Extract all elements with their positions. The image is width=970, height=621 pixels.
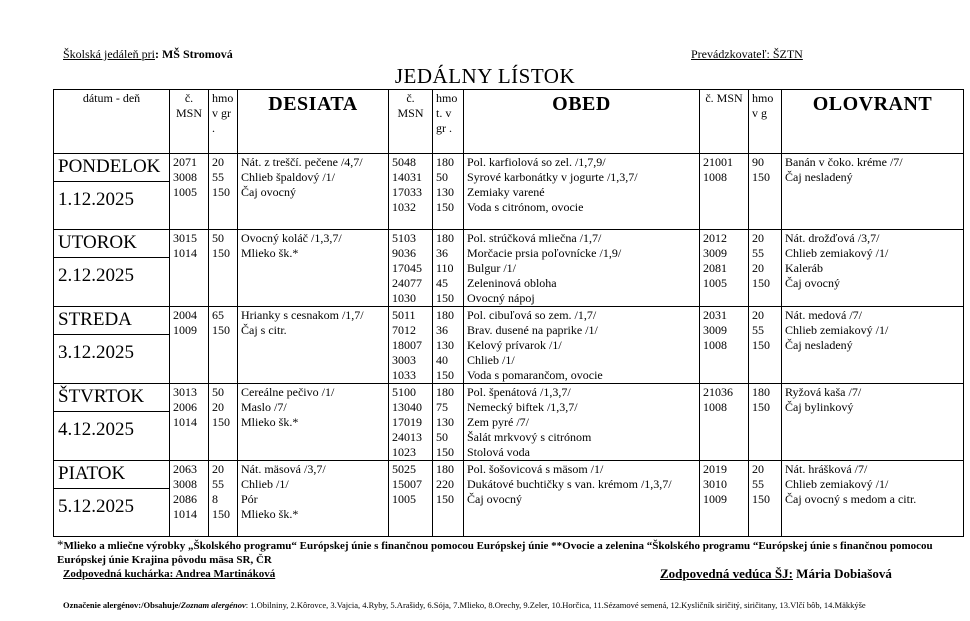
day-date: 2.12.2025 [58, 265, 134, 286]
msn-code: 3008 [173, 477, 197, 491]
weight-value: 180 [436, 385, 454, 399]
msn-code: 3003 [392, 353, 416, 367]
weight-value: 20 [212, 400, 224, 414]
weight-value: 130 [436, 185, 454, 199]
manager-name: Mária Dobiašová [792, 566, 892, 581]
msn-code: 2012 [703, 231, 727, 245]
dish-item: Chlieb špaldový /1/ [241, 170, 335, 184]
dish-item: Čaj ovocný s medom a citr. [785, 492, 917, 506]
weight-value: 150 [752, 170, 770, 184]
day-cell [54, 307, 170, 384]
col-desiata [238, 90, 389, 154]
msn-code: 3008 [173, 170, 197, 184]
weight-value: 180 [436, 308, 454, 322]
menu-table [53, 89, 964, 537]
obed-dish-cell [464, 154, 700, 230]
col-msn: č. MSN [170, 90, 209, 154]
weight-value: 150 [436, 368, 454, 382]
day-cell [54, 384, 170, 461]
msn-code: 1009 [173, 323, 197, 337]
msn-code: 2086 [173, 492, 197, 506]
dish-item: Šalát mrkvový s citrónom [467, 430, 592, 444]
msn-code: 21001 [703, 155, 733, 169]
msn-code: 3009 [703, 246, 727, 260]
dish-item: Pór [241, 492, 258, 506]
obed-msn-cell [389, 384, 433, 461]
olovrant-msn-cell [700, 154, 749, 230]
col-weight: hmo v gr . [209, 90, 238, 154]
dish-item: Čaj nesladený [785, 170, 853, 184]
operator: Prevádzkovateľ: ŠZTN [691, 47, 803, 61]
dish-item: Zeleninová obloha [467, 276, 557, 290]
day-date: 3.12.2025 [58, 342, 134, 363]
dish-item: Čaj bylinkový [785, 400, 854, 414]
weight-value: 65 [212, 308, 224, 322]
dish-item: Nemecký biftek /1,3,7/ [467, 400, 578, 414]
dish-item: Syrové karbonátky v jogurte /1,3,7/ [467, 170, 638, 184]
dish-item: Nát. z treščí. pečene /4,7/ [241, 155, 363, 169]
msn-code: 1009 [703, 492, 727, 506]
dish-item: Nát. hrášková /7/ [785, 462, 868, 476]
olovrant-weight-cell [749, 461, 782, 537]
weight-value: 150 [212, 323, 230, 337]
weight-value: 150 [436, 291, 454, 305]
manager-label: Zodpovedná vedúca ŠJ: [660, 566, 793, 581]
manager [660, 566, 892, 582]
dish-item: Brav. dusené na paprike /1/ [467, 323, 598, 337]
weight-value: 150 [212, 185, 230, 199]
dish-item: Nát. mäsová /3,7/ [241, 462, 326, 476]
dish-item: Chlieb zemiakový /1/ [785, 323, 889, 337]
dish-item: Kaleráb [785, 261, 823, 275]
dish-item: Chlieb zemiakový /1/ [785, 477, 889, 491]
olovrant-dish-cell [782, 154, 964, 230]
dish-item: Pol. karfiolová so zel. /1,7,9/ [467, 155, 606, 169]
col-weight: hmo v g [749, 90, 782, 154]
weight-value: 150 [752, 492, 770, 506]
dish-item: Ovocný nápoj [467, 291, 535, 305]
weight-value: 55 [752, 246, 764, 260]
obed-weight-cell [433, 384, 464, 461]
dish-item: Pol. špenátová /1,3,7/ [467, 385, 571, 399]
msn-code: 1008 [703, 170, 727, 184]
msn-code: 1033 [392, 368, 416, 382]
desiata-weight-cell [209, 461, 238, 537]
weight-value: 150 [436, 200, 454, 214]
dish-item: Dukátové buchtičky s van. krémom /1,3,7/ [467, 477, 672, 491]
weight-value: 55 [212, 477, 224, 491]
obed-msn-cell [389, 307, 433, 384]
dish-item: Mlieko šk.* [241, 415, 299, 429]
weight-value: 180 [436, 155, 454, 169]
dish-item: Hrianky s cesnakom /1,7/ [241, 308, 364, 322]
msn-code: 1005 [392, 492, 416, 506]
col-msn: č. MSN [700, 90, 749, 154]
obed-dish-cell [464, 230, 700, 307]
msn-code: 17033 [392, 185, 422, 199]
olovrant-dish-cell [782, 461, 964, 537]
obed-weight-cell [433, 154, 464, 230]
obed-dish-cell [464, 384, 700, 461]
allergen-legend [63, 599, 943, 611]
dish-item: Bulgur /1/ [467, 261, 517, 275]
day-name: STREDA [54, 307, 169, 335]
day-date: 5.12.2025 [58, 496, 134, 517]
day-cell [54, 154, 170, 230]
msn-code: 1014 [173, 246, 197, 260]
msn-code: 2004 [173, 308, 197, 322]
olovrant-weight-cell [749, 230, 782, 307]
desiata-dish-cell [238, 230, 389, 307]
olovrant-weight-cell [749, 307, 782, 384]
msn-code: 1014 [173, 415, 197, 429]
msn-code: 13040 [392, 400, 422, 414]
olovrant-msn-cell [700, 461, 749, 537]
note-star: * [57, 537, 64, 552]
weight-value: 8 [212, 492, 218, 506]
msn-code: 1030 [392, 291, 416, 305]
weight-value: 20 [212, 155, 224, 169]
allergen-label: Označenie alergénov:/Obsahuje/ [63, 600, 181, 610]
desiata-msn-cell [170, 230, 209, 307]
obed-dish-cell [464, 461, 700, 537]
msn-code: 1023 [392, 445, 416, 459]
msn-code: 1005 [703, 276, 727, 290]
desiata-weight-cell [209, 154, 238, 230]
day-name: PONDELOK [54, 154, 169, 182]
weight-value: 55 [752, 477, 764, 491]
day-date: 1.12.2025 [58, 189, 134, 210]
col-msn: č. MSN [389, 90, 433, 154]
dish-item: Cereálne pečivo /1/ [241, 385, 335, 399]
dish-item: Voda s citrónom, ovocie [467, 200, 584, 214]
msn-code: 3009 [703, 323, 727, 337]
msn-code: 3010 [703, 477, 727, 491]
dish-item: Chlieb /1/ [241, 477, 289, 491]
weight-value: 20 [752, 231, 764, 245]
weight-value: 130 [436, 338, 454, 352]
olovrant-weight-cell [749, 384, 782, 461]
school-header [63, 47, 233, 62]
desiata-dish-cell [238, 384, 389, 461]
obed-msn-cell [389, 461, 433, 537]
dish-item: Zem pyré /7/ [467, 415, 529, 429]
weight-value: 50 [212, 385, 224, 399]
page-title: JEDÁLNY LÍSTOK [394, 64, 576, 88]
weight-value: 90 [752, 155, 764, 169]
msn-code: 2063 [173, 462, 197, 476]
desiata-msn-cell [170, 384, 209, 461]
msn-code: 3013 [173, 385, 197, 399]
msn-code: 5025 [392, 462, 416, 476]
weight-value: 50 [436, 430, 448, 444]
weight-value: 20 [752, 261, 764, 275]
msn-code: 1014 [173, 507, 197, 521]
dish-item: Zemiaky varené [467, 185, 545, 199]
desiata-msn-cell [170, 154, 209, 230]
dish-item: Kelový prívarok /1/ [467, 338, 562, 352]
dish-item: Čaj s citr. [241, 323, 287, 337]
olovrant-msn-cell [700, 384, 749, 461]
msn-code: 7012 [392, 323, 416, 337]
allergen-label-italic: Zoznam alergénov [180, 600, 246, 610]
dish-item: Mlieko šk.* [241, 246, 299, 260]
weight-value: 150 [212, 507, 230, 521]
weight-value: 180 [752, 385, 770, 399]
obed-weight-cell [433, 461, 464, 537]
weight-value: 180 [436, 231, 454, 245]
olovrant-dish-cell [782, 230, 964, 307]
weight-value: 36 [436, 246, 448, 260]
weight-value: 130 [436, 415, 454, 429]
dish-item: Chlieb zemiakový /1/ [785, 246, 889, 260]
dish-item: Ryžová kaša /7/ [785, 385, 862, 399]
day-cell [54, 461, 170, 537]
msn-code: 5103 [392, 231, 416, 245]
msn-code: 5048 [392, 155, 416, 169]
col-olovrant [782, 90, 964, 154]
col-weight: hmo t. v gr . [433, 90, 464, 154]
msn-code: 1008 [703, 400, 727, 414]
dish-item: Čaj ovocný [785, 276, 840, 290]
dish-item: Banán v čoko. kréme /7/ [785, 155, 903, 169]
weight-value: 180 [436, 462, 454, 476]
allergen-list: : 1.Obilniny, 2.Kôrovce, 3.Vajcia, 4.Ryby, 5.Arašidy, 6.Sója, 7.Mlieko, 8.Orechy, 9.Zeler, 10.Horčica, 11.Sézamové semená, 12.Kysličník siričitý, siričitany, 13.Vlčí bôb, 14.Mäkkýše [245, 600, 866, 610]
msn-code: 17045 [392, 261, 422, 275]
weight-value: 55 [752, 323, 764, 337]
day-row [54, 384, 964, 461]
weight-value: 20 [752, 462, 764, 476]
program-note [57, 538, 937, 567]
msn-code: 2071 [173, 155, 197, 169]
msn-code: 1008 [703, 338, 727, 352]
olovrant-weight-cell [749, 154, 782, 230]
desiata-msn-cell [170, 461, 209, 537]
olovrant-dish-cell [782, 307, 964, 384]
dish-item: Nát. medová /7/ [785, 308, 862, 322]
obed-msn-cell [389, 154, 433, 230]
weight-value: 40 [436, 353, 448, 367]
olovrant-msn-cell [700, 307, 749, 384]
day-name: ŠTVRTOK [54, 384, 169, 412]
weight-value: 110 [436, 261, 454, 275]
msn-code: 5100 [392, 385, 416, 399]
col-date-day: dátum - deň [54, 90, 170, 154]
col-obed [464, 90, 700, 154]
msn-code: 18007 [392, 338, 422, 352]
day-name: PIATOK [54, 461, 169, 489]
obed-heading: OBED [552, 93, 611, 115]
msn-code: 9036 [392, 246, 416, 260]
weight-value: 20 [752, 308, 764, 322]
msn-code: 5011 [392, 308, 416, 322]
obed-msn-cell [389, 230, 433, 307]
cook-name: Zodpovedná kuchárka: Andrea Martináková [63, 568, 276, 580]
weight-value: 75 [436, 400, 448, 414]
day-name: UTOROK [54, 230, 169, 258]
msn-code: 15007 [392, 477, 422, 491]
dish-item: Čaj ovocný [467, 492, 522, 506]
desiata-weight-cell [209, 230, 238, 307]
msn-code: 17019 [392, 415, 422, 429]
desiata-dish-cell [238, 461, 389, 537]
dish-item: Pol. strúčková mliečna /1,7/ [467, 231, 602, 245]
msn-code: 24077 [392, 276, 422, 290]
day-row [54, 154, 964, 230]
obed-weight-cell [433, 307, 464, 384]
desiata-dish-cell [238, 307, 389, 384]
weight-value: 55 [212, 170, 224, 184]
desiata-heading: DESIATA [268, 93, 358, 115]
dish-item: Pol. šošovicová s mäsom /1/ [467, 462, 604, 476]
olovrant-dish-cell [782, 384, 964, 461]
msn-code: 3015 [173, 231, 197, 245]
msn-code: 1005 [173, 185, 197, 199]
msn-code: 14031 [392, 170, 422, 184]
desiata-weight-cell [209, 384, 238, 461]
msn-code: 21036 [703, 385, 733, 399]
olovrant-msn-cell [700, 230, 749, 307]
weight-value: 150 [752, 338, 770, 352]
dish-item: Voda s pomarančom, ovocie [467, 368, 603, 382]
desiata-weight-cell [209, 307, 238, 384]
dish-item: Ovocný koláč /1,3,7/ [241, 231, 342, 245]
msn-code: 2019 [703, 462, 727, 476]
note-text: Mlieko a mliečne výrobky „Školského programu“ Európskej únie s finančnou pomocou Európskej únie **Ovocie a zelenina “Školského programu “Európskej únie s finančnou pomocou Európskej únie Krajina pôvodu mäsa SR, ČR [57, 540, 933, 566]
msn-code: 2031 [703, 308, 727, 322]
dish-item: Nát. drožďová /3,7/ [785, 231, 880, 245]
dish-item: Čaj nesladený [785, 338, 853, 352]
dish-item: Chlieb /1/ [467, 353, 515, 367]
weight-value: 45 [436, 276, 448, 290]
dish-item: Mlieko šk.* [241, 507, 299, 521]
desiata-msn-cell [170, 307, 209, 384]
dish-item: Morčacie prsia poľovnícke /1,9/ [467, 246, 622, 260]
dish-item: Čaj ovocný [241, 185, 296, 199]
weight-value: 36 [436, 323, 448, 337]
dish-item: Stolová voda [467, 445, 530, 459]
weight-value: 50 [212, 231, 224, 245]
day-date: 4.12.2025 [58, 419, 134, 440]
msn-code: 1032 [392, 200, 416, 214]
msn-code: 2006 [173, 400, 197, 414]
dish-item: Pol. cibuľová so zem. /1,7/ [467, 308, 597, 322]
weight-value: 150 [752, 276, 770, 290]
weight-value: 150 [212, 246, 230, 260]
day-row [54, 307, 964, 384]
weight-value: 20 [212, 462, 224, 476]
weight-value: 150 [752, 400, 770, 414]
obed-dish-cell [464, 307, 700, 384]
msn-code: 2081 [703, 261, 727, 275]
desiata-dish-cell [238, 154, 389, 230]
weight-value: 50 [436, 170, 448, 184]
day-row [54, 230, 964, 307]
dish-item: Maslo /7/ [241, 400, 287, 414]
school-name: : MŠ Stromová [154, 47, 233, 61]
weight-value: 150 [436, 492, 454, 506]
weight-value: 150 [436, 445, 454, 459]
weight-value: 220 [436, 477, 454, 491]
msn-code: 24013 [392, 430, 422, 444]
obed-weight-cell [433, 230, 464, 307]
weight-value: 150 [212, 415, 230, 429]
school-label: Školská jedáleň pri [63, 47, 155, 61]
day-cell [54, 230, 170, 307]
olovrant-heading: OLOVRANT [812, 93, 933, 115]
day-row [54, 461, 964, 537]
